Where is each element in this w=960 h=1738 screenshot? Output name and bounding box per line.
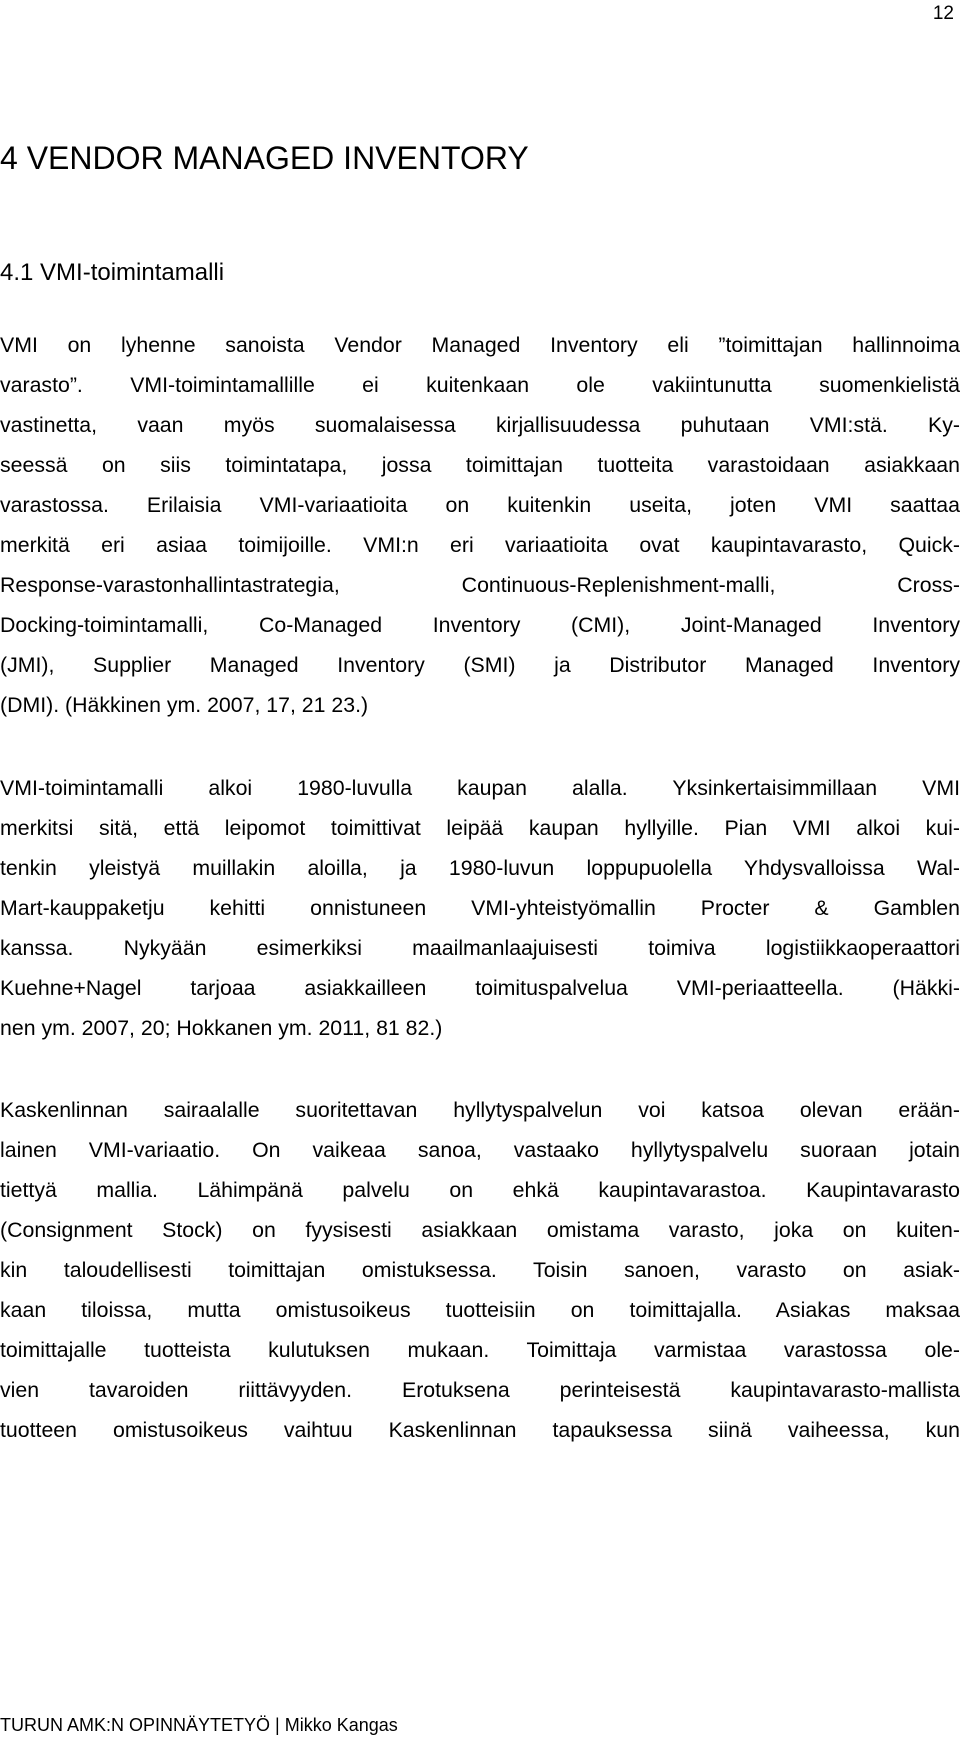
text-line: lainen VMI-variaatio. On vaikeaa sanoa, vastaako hyllytyspalvelu suoraan jotain xyxy=(0,1138,960,1162)
text-line: vastinetta, vaan myös suomalaisessa kirjallisuudessa puhutaan VMI:stä. Ky- xyxy=(0,413,960,437)
paragraph-kaskenlinna xyxy=(0,1090,960,1450)
text-line: Kaskenlinnan sairaalalle suoritettavan hyllytyspalvelun voi katsoa olevan erään- xyxy=(0,1098,960,1122)
text-line: VMI on lyhenne sanoista Vendor Managed Inventory eli ”toimittajan hallinnoima xyxy=(0,333,960,357)
text-line: Kuehne+Nagel tarjoaa asiakkailleen toimituspalvelua VMI-periaatteella. (Häkki- xyxy=(0,976,960,1000)
text-line: kaan tiloissa, mutta omistusoikeus tuotteisiin on toimittajalla. Asiakas maksaa xyxy=(0,1298,960,1322)
text-line: Docking-toimintamalli, Co-Managed Inventory (CMI), Joint-Managed Inventory xyxy=(0,613,960,637)
text-line: Mart-kauppaketju kehitti onnistuneen VMI-yhteistyömallin Procter & Gamblen xyxy=(0,896,960,920)
text-line: merkitä eri asiaa toimijoille. VMI:n eri variaatioita ovat kaupintavarasto, Quick- xyxy=(0,533,960,557)
text-line: tuotteen omistusoikeus vaihtuu Kaskenlinnan tapauksessa siinä vaiheessa, kun xyxy=(0,1418,960,1442)
text-line: kin taloudellisesti toimittajan omistuksessa. Toisin sanoen, varasto on asiak- xyxy=(0,1258,960,1282)
text-line: vien tavaroiden riittävyyden. Erotuksena perinteisestä kaupintavarasto-mallista xyxy=(0,1378,960,1402)
paragraph-vmi-history xyxy=(0,768,960,1048)
text-line: (Consignment Stock) on fyysisesti asiakkaan omistama varasto, joka on kuiten- xyxy=(0,1218,960,1242)
text-line: Response-varastonhallintastrategia, Continuous-Replenishment-malli, Cross- xyxy=(0,573,960,597)
text-line: varastossa. Erilaisia VMI-variaatioita on kuitenkin useita, joten VMI saattaa xyxy=(0,493,960,517)
text-line: tenkin yleistyä muillakin aloilla, ja 1980-luvun loppupuolella Yhdysvalloissa Wal- xyxy=(0,856,960,880)
chapter-title: 4 VENDOR MANAGED INVENTORY xyxy=(0,140,529,176)
page-number: 12 xyxy=(932,3,954,24)
text-line: toimittajalle tuotteista kulutuksen mukaan. Toimittaja varmistaa varastossa ole- xyxy=(0,1338,960,1362)
text-line: nen ym. 2007, 20; Hokkanen ym. 2011, 81 82.) xyxy=(0,1016,443,1040)
paragraph-vmi-definition xyxy=(0,325,960,725)
page-footer: TURUN AMK:N OPINNÄYTETYÖ | Mikko Kangas xyxy=(0,1715,398,1735)
text-line: varasto”. VMI-toimintamallille ei kuitenkaan ole vakiintunutta suomenkielistä xyxy=(0,373,960,397)
text-line: (JMI), Supplier Managed Inventory (SMI) ja Distributor Managed Inventory xyxy=(0,653,960,677)
text-line: merkitsi sitä, että leipomot toimittivat leipää kaupan hyllyille. Pian VMI alkoi kui- xyxy=(0,816,960,840)
text-line: seessä on siis toimintatapa, jossa toimittajan tuotteita varastoidaan asiakkaan xyxy=(0,453,960,477)
text-line: VMI-toimintamalli alkoi 1980-luvulla kaupan alalla. Yksinkertaisimmillaan VMI xyxy=(0,776,960,800)
section-title: 4.1 VMI-toimintamalli xyxy=(0,259,225,286)
text-line: (DMI). (Häkkinen ym. 2007, 17, 21 23.) xyxy=(0,693,369,717)
text-line: tiettyä mallia. Lähimpänä palvelu on ehkä kaupintavarastoa. Kaupintavarasto xyxy=(0,1178,960,1202)
text-line: kanssa. Nykyään esimerkiksi maailmanlaajuisesti toimiva logistiikkaoperaattori xyxy=(0,936,960,960)
